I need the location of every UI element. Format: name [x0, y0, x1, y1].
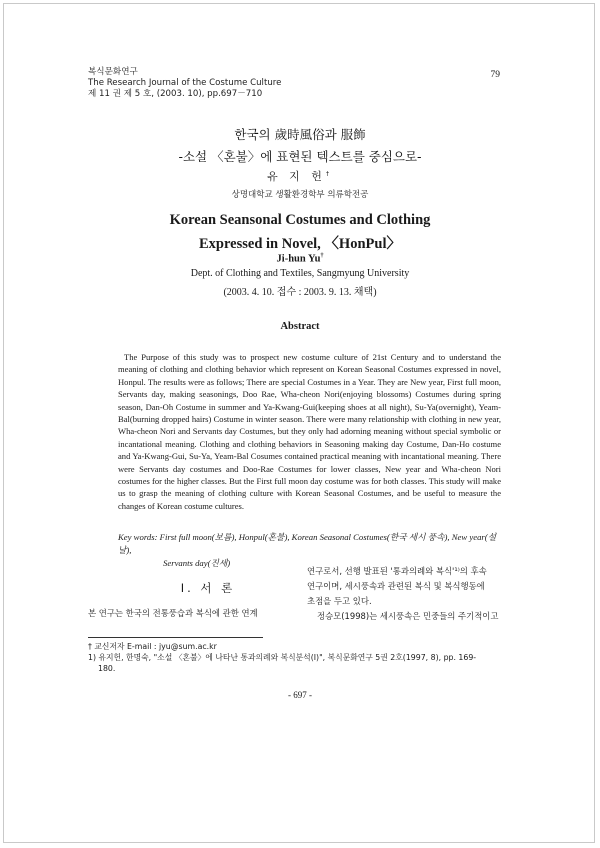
right-line-2: 연구이며, 세시풍속과 관련된 복식 및 복식행동에 [307, 581, 485, 591]
right-line-3: 초점을 두고 있다. [307, 596, 372, 606]
korean-title: 한국의 歲時風俗과 服飾 [234, 127, 366, 142]
english-author-name: Ji-hun Yu [276, 253, 321, 265]
department: Dept. of Clothing and Textiles, Sangmyung University [190, 268, 410, 279]
page-number-bottom: - 697 - [288, 690, 312, 700]
journal-header [88, 67, 281, 100]
keywords-line-2: Servants day(진세) [163, 558, 231, 568]
korean-author-name: 유 지 헌 [267, 170, 326, 183]
right-line-1: 연구로서, 선행 발표된 '통과의례와 복식'¹⁾의 후속 [307, 566, 487, 576]
intro-right-column [307, 564, 507, 624]
footnote-1: 1) 유지헌, 한명숙, "소설 〈혼불〉에 나타난 통과의례와 복식분석(I)", 복식문화연구 5권 2호(1997, 8), pp. 169- [88, 653, 477, 662]
keywords-line-1: Key words: First full moon(보름), Honpul(혼불), Korean Seasonal Costumes(한국 세시 풍속), New year(설날), [118, 532, 497, 555]
korean-affiliation: 상명대학교 생활환경학부 의류학전공 [231, 190, 369, 200]
footnote-1-continued: 180. [98, 664, 116, 673]
right-line-4: 정승모(1998)는 세시풍속은 민중들의 주기적이고 [317, 611, 499, 621]
issue-info: 제 11 권 제 5 호, (2003. 10), pp.697－710 [88, 89, 263, 99]
english-title: Korean Seansonal Costumes and Clothing [169, 212, 431, 228]
corresponding-author-note: † 교신저자 E-mail : jyu@sum.ac.kr [88, 642, 217, 651]
korean-author [0, 168, 600, 184]
korean-subtitle: -소설 〈혼불〉에 표현된 텍스트를 중심으로- [178, 149, 422, 164]
abstract-body: The Purpose of this study was to prospect new costume culture of 21st Century and to understand the meaning of clothing and clothing behavior which represent on Korean Seasonal Costumes expressed in novel, Honpul. The results were as follows; There are special Costumes in a Year. They are New year, First full moon, Servants day, making seasonings, Doo Rae, Wha-cheon Nori(enjoying blossoms) Costumes during spring season, Dan-Oh Costume in summer and Ya-Kwang-Gui(keeping shoes at all night), Su-Ya(overnight), Yeam-Bal(burning dropped hairs) Costume in winter season. There were many relationship with clothing in new year, Wha-cheon Nori and Servants day Costumes, but they only had adorning meaning without special symbolic or incantational meaning. Clothing and clothing behaviors in Seasoning making day Costume, Dan-Ho costume and Ya-Kwang-Gui, Su-Ya, Yeam-Bal Cosumes contained practical meaning with incantational meaning. There were Servants day costumes and Doo-Rae Costumes for lower classes, New year and Wha-cheon Nori costumes for the higher classes. But the First full moon day costume was for both classes. This study will make us to grasp the meaning of clothing culture with Korean Seasonal Costumes, and be useful to measure the changes of Korean costume cultures. [118, 352, 501, 511]
intro-left-column: 본 연구는 한국의 전통풍습과 복식에 관한 연계 [88, 608, 258, 618]
received-dates: (2003. 4. 10. 접수 : 2003. 9. 13. 채택) [223, 287, 377, 298]
author-mark-en: † [320, 253, 324, 259]
abstract-heading: Abstract [280, 321, 320, 332]
english-subtitle: Expressed in Novel, 〈HonPul〉 [199, 236, 401, 252]
author-mark: † [325, 170, 333, 178]
page-number-top: 79 [490, 70, 500, 80]
footnotes [88, 641, 508, 674]
journal-name-ko: 복식문화연구 [88, 67, 138, 77]
journal-name-en: The Research Journal of the Costume Culture [88, 78, 282, 88]
section-heading-intro: Ⅰ. 서 론 [180, 581, 236, 595]
footnote-divider [88, 637, 263, 638]
english-author [0, 253, 600, 265]
